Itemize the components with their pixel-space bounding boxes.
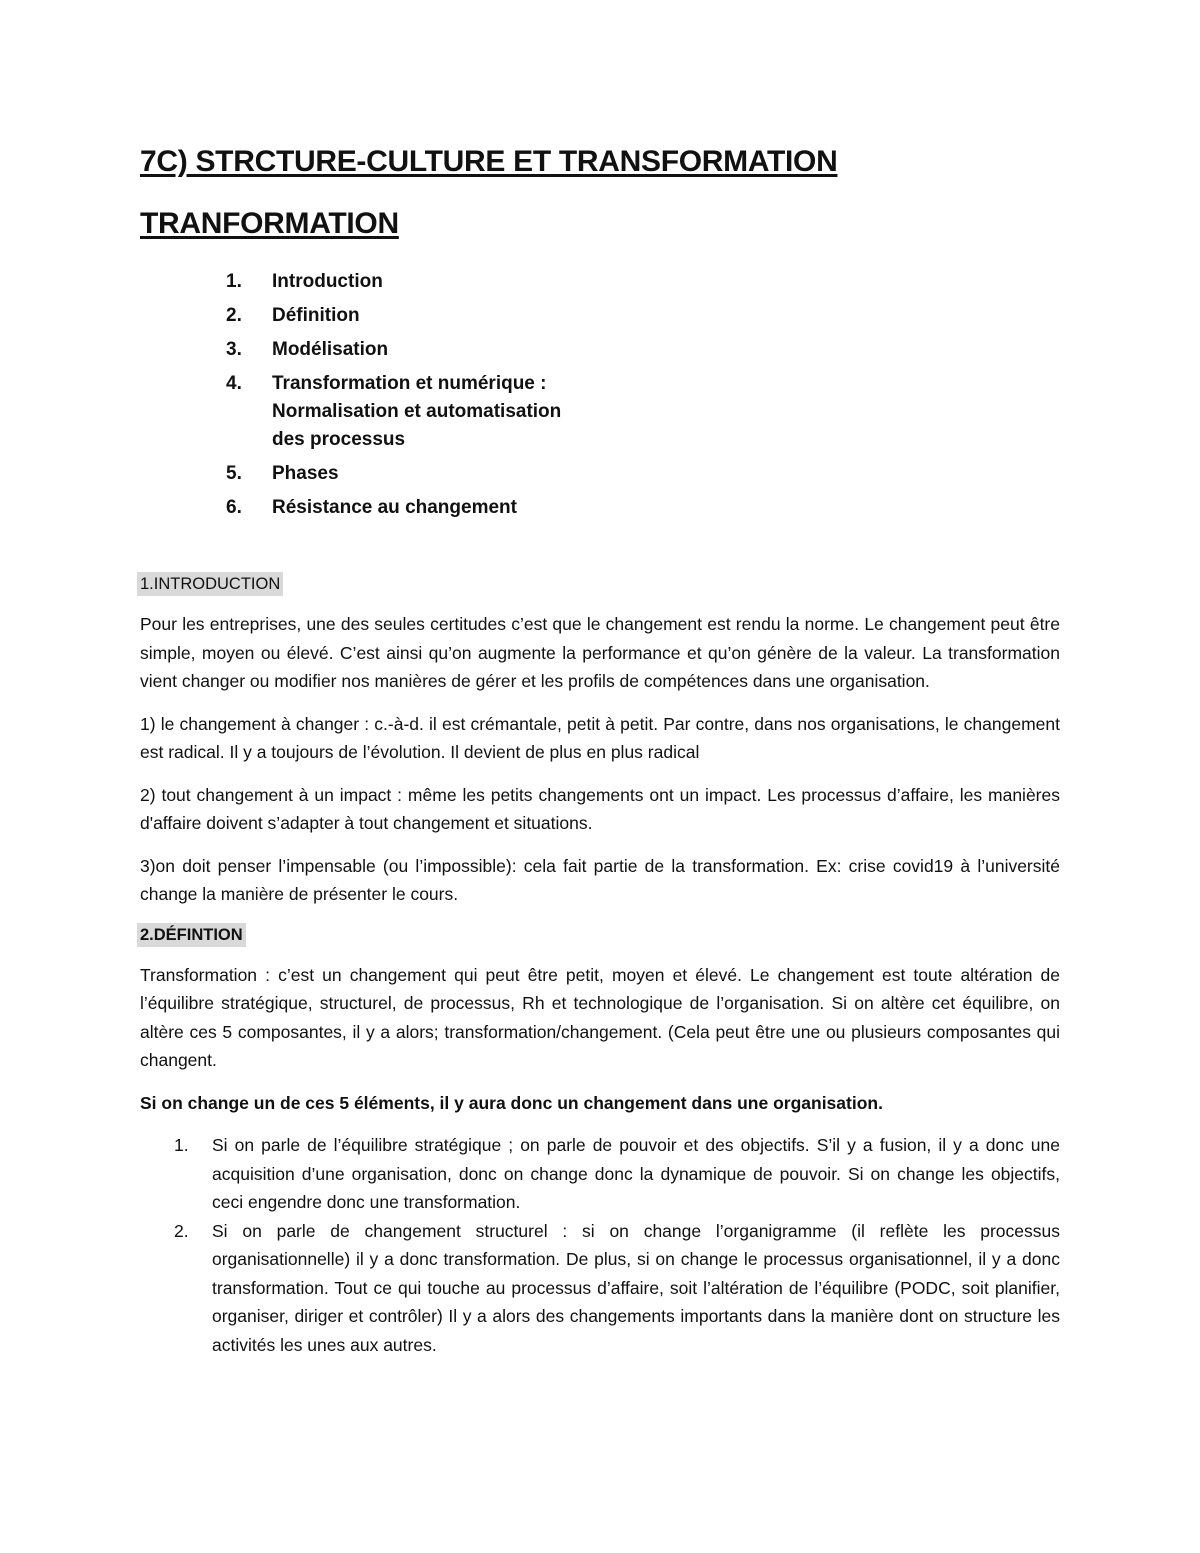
document-title: 7C) STRCTURE-CULTURE ET TRANSFORMATION: [140, 145, 838, 178]
toc-item-number: 3.: [226, 339, 242, 360]
toc-item: [226, 494, 1060, 522]
toc-item-text: Introduction: [272, 271, 383, 292]
section-heading-introduction: 1.INTRODUCTION: [137, 572, 283, 596]
table-of-contents: [140, 268, 1060, 522]
list-item-text: Si on parle de changement structurel : si on change l’organigramme (il reflète les processus organisationnelle) il y a donc transformation. De plus, si on change le processus organisationnel, il y a donc transformation. Tout ce qui touche au processus d’affaire, soit l’altération de l’équilibre (PODC, soit planifier, organiser, diriger et contrôler) Il y a alors des changements importants dans la manière dont on structure les activités les unes aux autres.: [212, 1220, 1060, 1355]
toc-item-number: 1.: [226, 271, 242, 292]
definition-list: [140, 1131, 1060, 1359]
list-item-number: 1.: [174, 1135, 189, 1155]
document-content: [140, 140, 1060, 1359]
intro-point-1: 1) le changement à changer : c.-à-d. il est crémantale, petit à petit. Par contre, dans nos organisations, le changement est radical. Il y a toujours de l’évolution. Il devient de plus en plus radical: [140, 713, 1060, 762]
intro-point-2: 2) tout changement à un impact : même les petits changements ont un impact. Les processus d’affaire, les manières d'affaire doivent s’adapter à tout changement et situations.: [140, 784, 1060, 833]
definition-paragraph: Transformation : c’est un changement qui peut être petit, moyen et élevé. Le changement est toute altération de l’équilibre stratégique, structurel, de processus, Rh et technologique de l’organisation. Si on altère cet équilibre, on altère ces 5 composantes, il y a alors; transformation/changement. (Cela peut être une ou plusieurs composantes qui changent.: [140, 964, 1060, 1070]
section-introduction: [140, 572, 1060, 909]
toc-item-text: Modélisation: [272, 339, 389, 360]
list-item: [140, 1131, 1060, 1217]
section-heading-definition: 2.DÉFINTION: [137, 923, 246, 947]
toc-item: [226, 460, 1060, 488]
intro-paragraph: Pour les entreprises, une des seules certitudes c’est que le changement est rendu la norme. Le changement peut être simple, moyen ou élevé. C’est ainsi qu’on augmente la performance et qu’on génère de la valeur. La transformation vient changer ou modifier nos manières de gérer et les profils de compétences dans une organisation.: [140, 614, 1060, 691]
toc-item-text: Définition: [272, 305, 360, 326]
list-item: [140, 1217, 1060, 1360]
toc-item-text: Transformation et numérique : Normalisation et automatisation des processus: [272, 373, 562, 450]
toc-item-text: Résistance au changement: [272, 497, 517, 518]
intro-point-3: 3)on doit penser l’impensable (ou l’impossible): cela fait partie de la transformation. Ex: crise covid19 à l’université change la manière de présenter le cours.: [140, 855, 1060, 904]
section-definition: [140, 923, 1060, 1360]
toc-item-number: 6.: [226, 497, 242, 518]
toc-item: [226, 302, 1060, 330]
toc-item-number: 5.: [226, 463, 242, 484]
toc-item: [226, 268, 1060, 296]
definition-bold-statement: Si on change un de ces 5 éléments, il y aura donc un changement dans une organisation.: [140, 1092, 883, 1113]
list-item-text: Si on parle de l’équilibre stratégique ; on parle de pouvoir et des objectifs. S’il y a fusion, il y a donc une acquisition d’une organisation, donc on change donc la dynamique de pouvoir. Si on change les objectifs, ceci engendre donc une transformation.: [212, 1135, 1060, 1212]
toc-item-text: Phases: [272, 463, 339, 484]
toc-item: [226, 336, 1060, 364]
toc-item-number: 4.: [226, 373, 242, 394]
list-item-number: 2.: [174, 1220, 189, 1241]
toc-item: [226, 370, 1060, 454]
document-subtitle: TRANFORMATION: [140, 207, 399, 240]
toc-item-number: 2.: [226, 305, 242, 326]
